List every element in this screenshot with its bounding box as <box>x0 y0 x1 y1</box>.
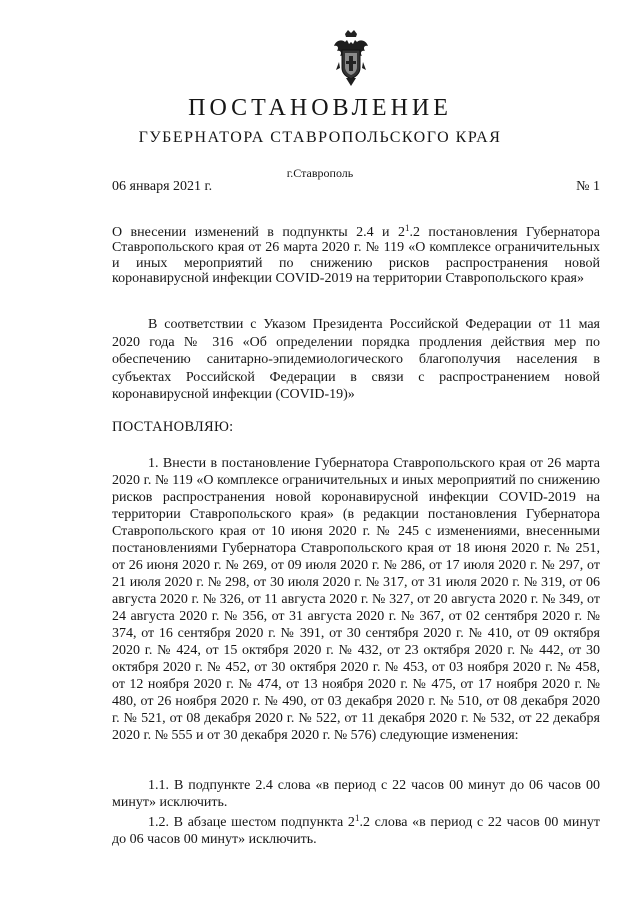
legal-basis-paragraph: В соответствии с Указом Президента Российской Федерации от 11 мая 2020 года № 316 «Об определении порядка продления действия мер по обеспечению санитарно-эпидемиологического благополучия населения в субъектах Российской Федерации в связи с распространением новой коронавирусной инфекции (COVID-19)» <box>112 317 600 403</box>
document-issuer: ГУБЕРНАТОРА СТАВРОПОЛЬСКОГО КРАЯ <box>138 129 502 146</box>
document-date: 06 января 2021 г. <box>112 179 213 194</box>
document-title: ПОСТАНОВЛЕНИЕ <box>188 95 452 121</box>
clause-1-1: 1.1. В подпункте 2.4 слова «в период с 22 часов 00 минут до 06 часов 00 минут» исключить. <box>112 778 600 810</box>
decree-heading: ПОСТАНОВЛЯЮ: <box>112 419 234 435</box>
document-number: № 1 <box>576 179 600 194</box>
clause-1-2: 1.2. В абзаце шестом подпункта $2^1.2$ слова «в период с 22 часов 00 минут до 06 часов 00 минут» исключить. <box>112 813 601 847</box>
document-subject: О внесении изменений в подпункты 2.4 и $2^1.2$ постановления Губернатора Ставропольского края от 26 марта 2020 г. № 119 «О комплексе ограничительных и иных мероприятий по снижению рисков распространения новой коронавирусной инфекции COVID-2019 на территории Ставропольского края» <box>112 223 600 287</box>
document-city: г.Ставрополь <box>286 166 354 180</box>
clause-1: 1. Внести в постановление Губернатора Ставропольского края от 26 марта 2020 г. № 119 «О комплексе ограничительных и иных мероприятий по снижению рисков распространения новой коронавирусной инфекции COVID-2019 на территории Ставропольского края» (в редакции постановления Губернатора Ставропольского края от 10 июня 2020 г. № 245 с изменениями, внесенными постановлениями Губернатора Ставропольского края от 18 июня 2020 г. № 251, от 26 июня 2020 г. № 269, от 09 июля 2020 г. № 286, от 17 июля 2020 г. № 297, от 21 июля 2020 г. № 298, от 30 июля 2020 г. № 317, от 31 июля 2020 г. № 319, от 06 августа 2020 г. № 326, от 11 августа 2020 г. № 327, от 20 августа 2020 г. № 349, от 24 августа 2020 г. № 356, от 31 августа 2020 г. № 367, от 02 сентября 2020 г. № 374, от 16 сентября 2020 г. № 391, от 30 сентября 2020 г. № 410, от 09 октября 2020 г. № 424, от 15 октября 2020 г. № 432, от 23 октября 2020 г. № 442, от 30 октября 2020 г. № 452, от 30 октября 2020 г. № 453, от 03 ноября 2020 г. № 458, от 12 ноября 2020 г. № 474, от 13 ноября 2020 г. № 475, от 17 ноября 2020 г. № 480, от 26 ноября 2020 г. № 490, от 03 декабря 2020 г. № 510, от 08 декабря 2020 г. № 521, от 08 декабря 2020 г. № 522, от 11 декабря 2020 г. № 532, от 22 декабря 2020 г. № 555 и от 30 декабря 2020 г. № 576) следующие изменения: <box>112 456 600 743</box>
coat-of-arms-icon <box>330 28 372 88</box>
